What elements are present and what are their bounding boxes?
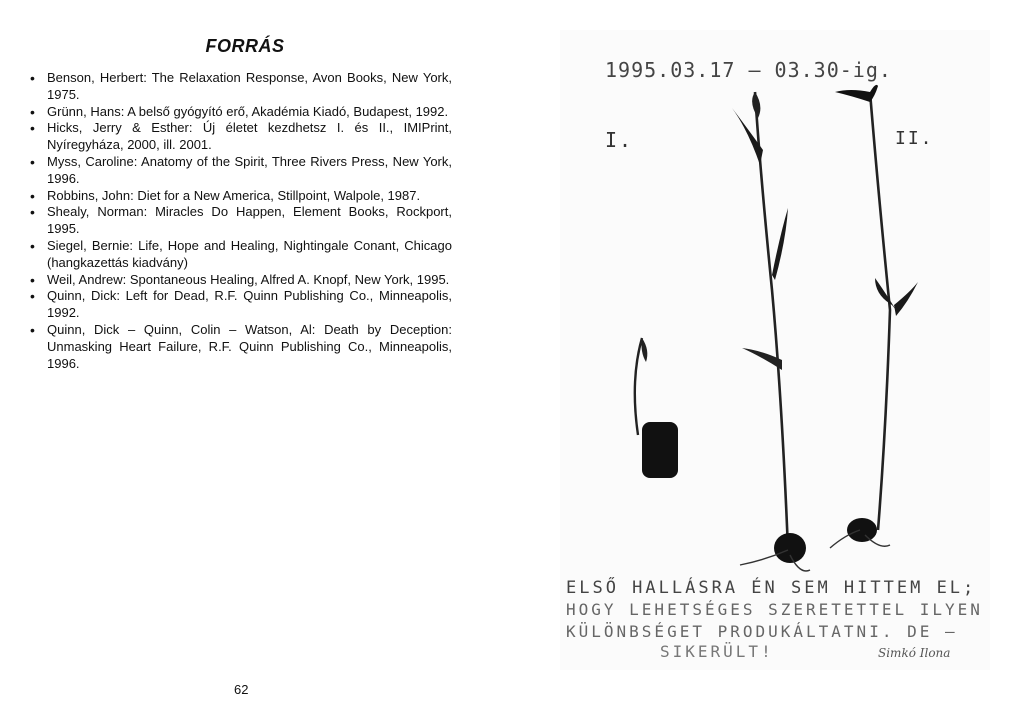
photo-background (560, 30, 990, 670)
reference-item: • Weil, Andrew: Spontaneous Healing, Alfred A. Knopf, New York, 1995. (28, 272, 452, 289)
reference-item: • Myss, Caroline: Anatomy of the Spirit, Three Rivers Press, New York, 1996. (28, 154, 452, 188)
plant-photo-page (560, 30, 990, 670)
plant-two-root (847, 518, 877, 542)
handwritten-note-line: HOGY LEHETSÉGES SZERETETTEL ILYEN (566, 600, 983, 619)
reference-item: • Quinn, Dick – Quinn, Colin – Watson, Al: Death by Deception: Unmasking Heart Failure, R.F. Quinn Publishing Co., Minneapolis, 1996. (28, 322, 452, 372)
cut-sprout-root-clump (642, 422, 678, 478)
reference-item: • Hicks, Jerry & Esther: Új életet kezdhetsz I. és II., IMIPrint, Nyíregyháza, 2000, ill. 2001. (28, 120, 452, 154)
reference-item: • Shealy, Norman: Miracles Do Happen, Element Books, Rockport, 1995. (28, 204, 452, 238)
page-title: FORRÁS (205, 36, 285, 56)
signature: Simkó Ilona (878, 646, 951, 660)
plant-one-root (774, 533, 806, 563)
plant-label-one: I. (605, 128, 634, 152)
plant-label-two: II. (895, 128, 934, 149)
handwritten-note-line: KÜLÖNBSÉGET PRODUKÁLTATNI. DE – (566, 622, 958, 641)
handwritten-note-line: ELSŐ HALLÁSRA ÉN SEM HITTEM EL; (566, 578, 977, 598)
handwritten-note-line: SIKERÜLT! (660, 642, 774, 661)
reference-item: • Siegel, Bernie: Life, Hope and Healing, Nightingale Conant, Chicago (hangkazettás kiadvány) (28, 238, 452, 272)
plant-specimen-illustration (560, 30, 990, 670)
page-number: 62 (234, 682, 249, 697)
reference-list (28, 70, 452, 372)
reference-item: • Benson, Herbert: The Relaxation Response, Avon Books, New York, 1975. (28, 70, 452, 104)
reference-item: • Grünn, Hans: A belső gyógyító erő, Akadémia Kiadó, Budapest, 1992. (28, 104, 452, 121)
date-annotation: 1995.03.17 – 03.30-ig. (605, 58, 892, 82)
reference-item: • Quinn, Dick: Left for Dead, R.F. Quinn Publishing Co., Minneapolis, 1992. (28, 288, 452, 322)
reference-item: • Robbins, John: Diet for a New America, Stillpoint, Walpole, 1987. (28, 188, 452, 205)
